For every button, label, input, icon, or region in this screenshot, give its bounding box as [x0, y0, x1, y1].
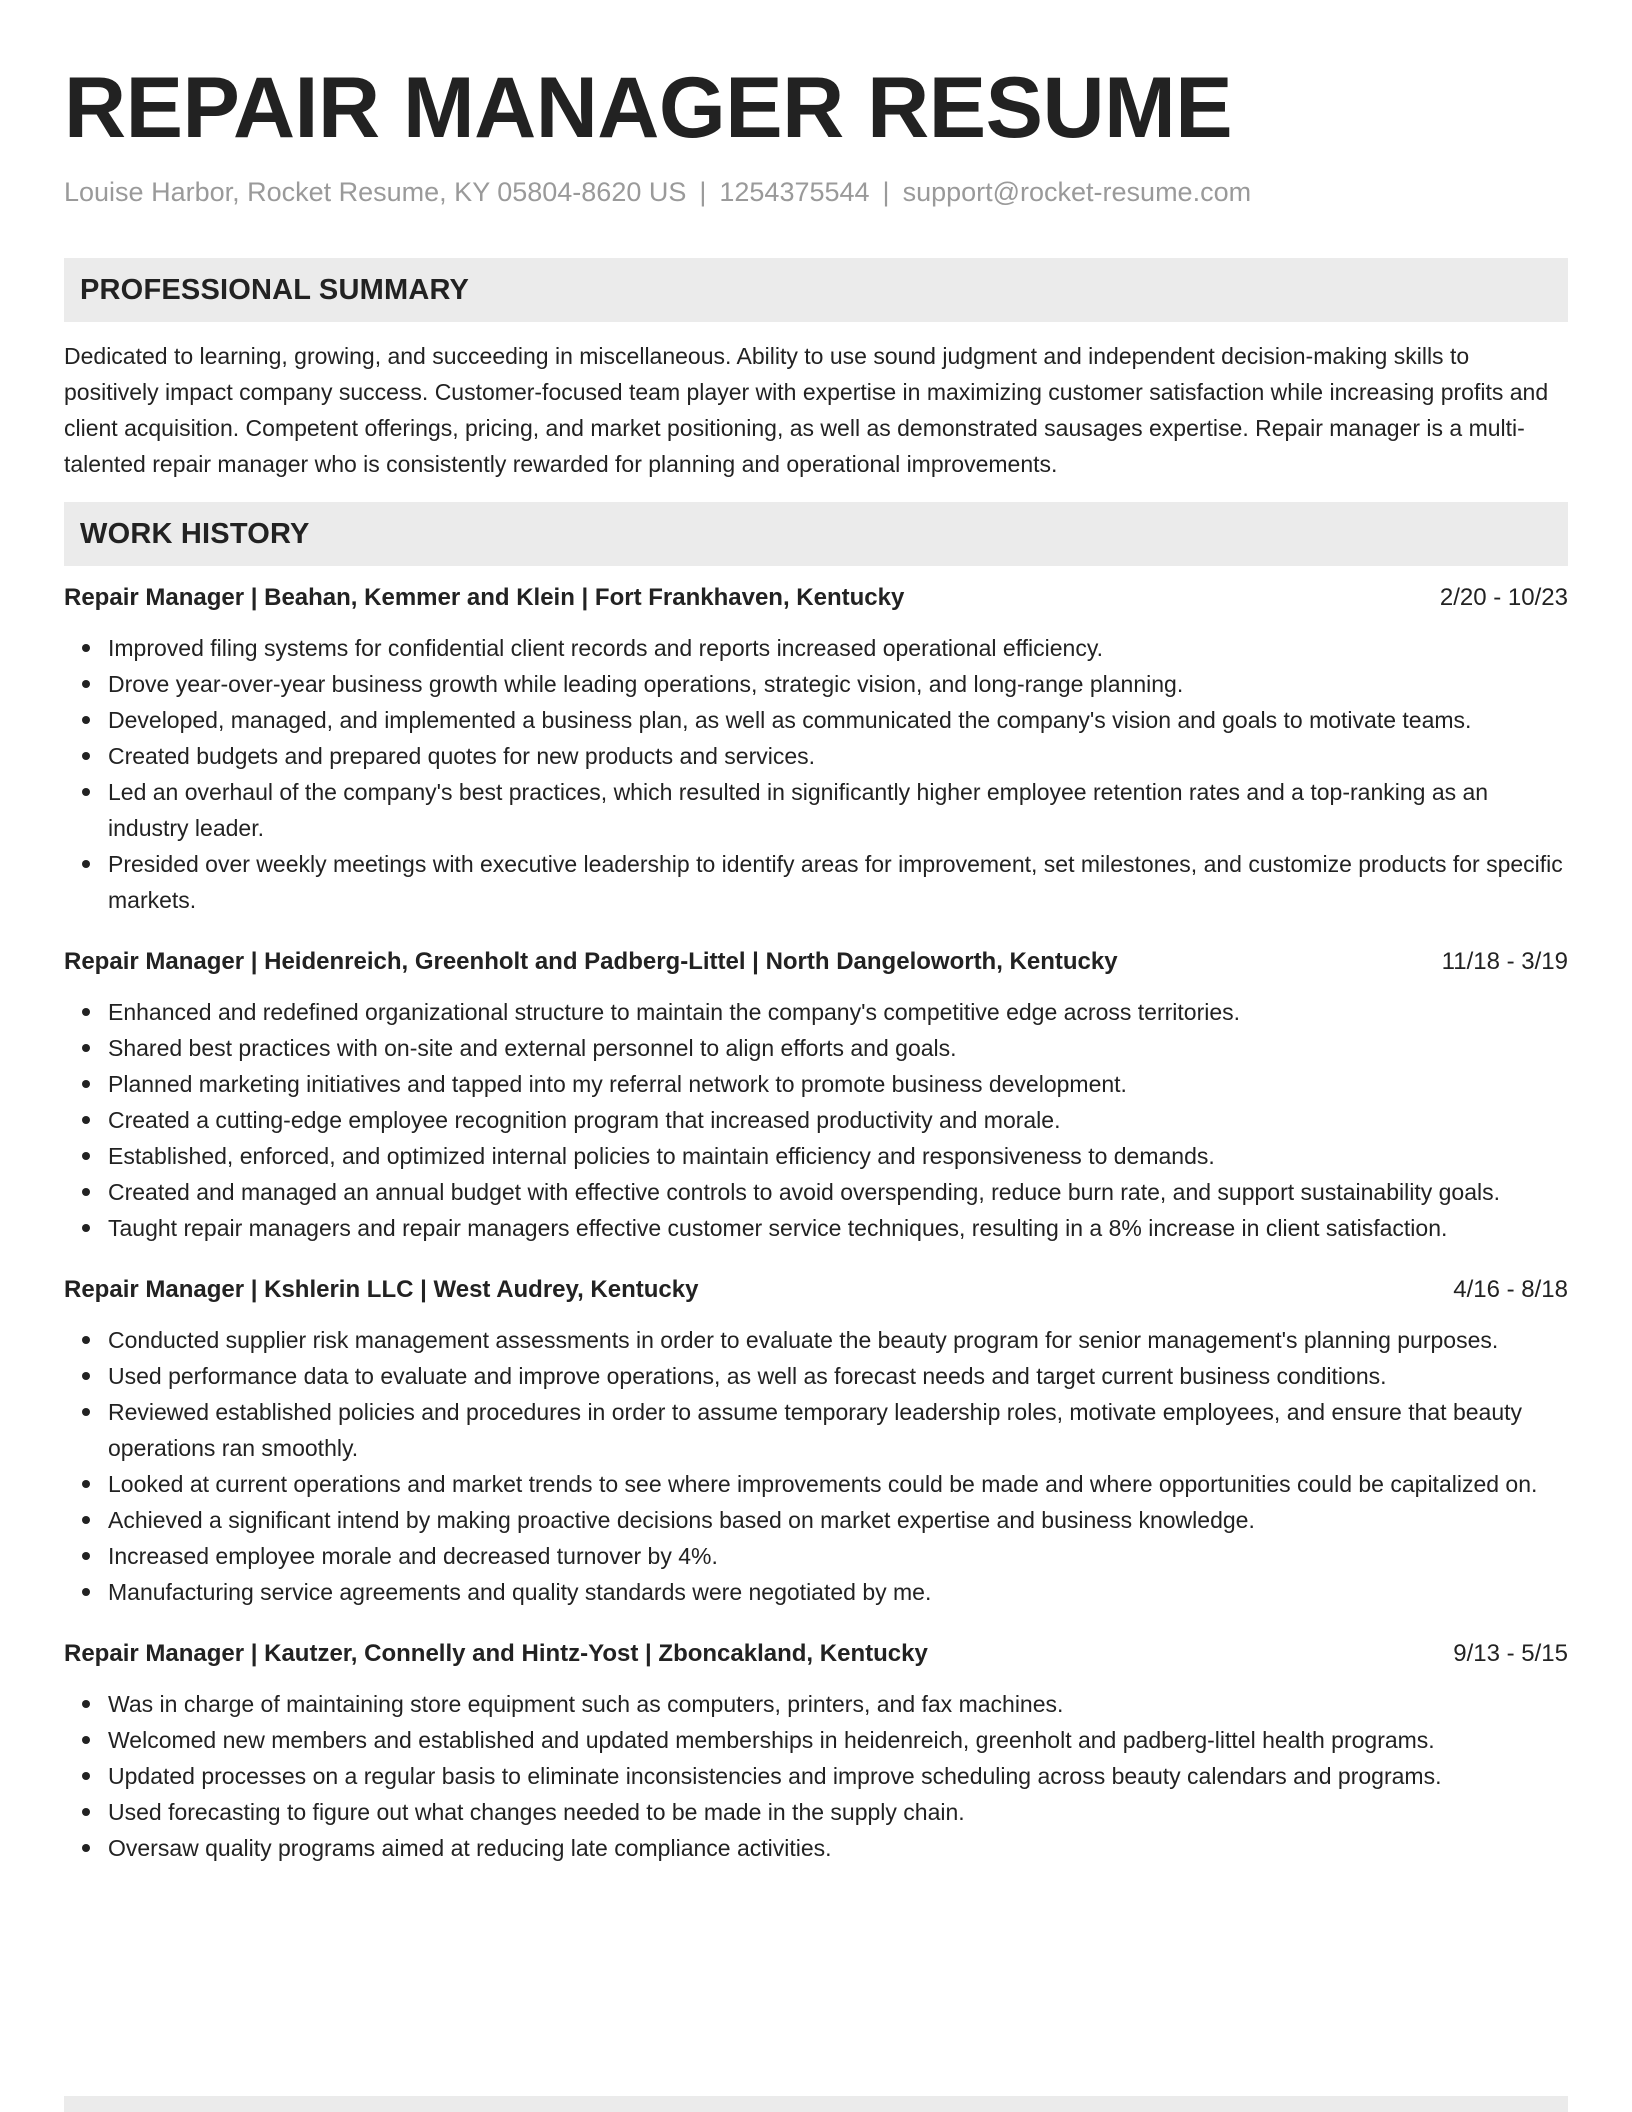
job-bullet: Planned marketing initiatives and tapped into my referral network to promote business development. [108, 1066, 1568, 1102]
job-title: Repair Manager | Heidenreich, Greenholt and Padberg-Littel | North Dangeloworth, Kentucky [64, 948, 1118, 975]
job-bullet: Reviewed established policies and procedures in order to assume temporary leadership roles, motivate employees, and ensure that beauty operations ran smoothly. [108, 1394, 1568, 1466]
contact-phone: 1254375544 [719, 177, 870, 207]
next-section-header [64, 2096, 1568, 2112]
contact-separator: | [882, 177, 890, 207]
job-dates: 9/13 - 5/15 [1453, 1640, 1568, 1667]
job-bullet-list [64, 1322, 1568, 1610]
resume-page [64, 0, 1568, 1866]
job-entry [64, 1272, 1568, 1610]
job-bullet-list [64, 994, 1568, 1246]
contact-email: support@rocket-resume.com [902, 177, 1252, 207]
job-bullet: Shared best practices with on-site and external personnel to align efforts and goals. [108, 1030, 1568, 1066]
job-dates: 4/16 - 8/18 [1453, 1276, 1568, 1303]
job-header [64, 1272, 1568, 1308]
job-bullet: Created and managed an annual budget with effective controls to avoid overspending, reduce burn rate, and support sustainability goals. [108, 1174, 1568, 1210]
contact-separator: | [699, 177, 707, 207]
job-title: Repair Manager | Beahan, Kemmer and Klein | Fort Frankhaven, Kentucky [64, 584, 905, 611]
job-bullet: Conducted supplier risk management assessments in order to evaluate the beauty program for senior management's planning purposes. [108, 1322, 1568, 1358]
job-header [64, 580, 1568, 616]
job-header [64, 944, 1568, 980]
job-title: Repair Manager | Kautzer, Connelly and Hintz-Yost | Zboncakland, Kentucky [64, 1640, 928, 1667]
job-bullet: Was in charge of maintaining store equipment such as computers, printers, and fax machines. [108, 1686, 1568, 1722]
job-bullet: Drove year-over-year business growth while leading operations, strategic vision, and long-range planning. [108, 666, 1568, 702]
job-bullet: Used performance data to evaluate and improve operations, as well as forecast needs and target current business conditions. [108, 1358, 1568, 1394]
job-dates: 11/18 - 3/19 [1441, 948, 1568, 975]
job-bullet: Enhanced and redefined organizational structure to maintain the company's competitive edge across territories. [108, 994, 1568, 1030]
job-entry [64, 580, 1568, 918]
job-bullet-list [64, 1686, 1568, 1866]
job-header [64, 1636, 1568, 1672]
job-dates: 2/20 - 10/23 [1439, 584, 1568, 611]
job-bullet: Developed, managed, and implemented a business plan, as well as communicated the company's vision and goals to motivate teams. [108, 702, 1568, 738]
contact-line [64, 176, 1568, 208]
job-title: Repair Manager | Kshlerin LLC | West Audrey, Kentucky [64, 1276, 699, 1303]
job-bullet: Increased employee morale and decreased turnover by 4%. [108, 1538, 1568, 1574]
job-bullet: Used forecasting to figure out what changes needed to be made in the supply chain. [108, 1794, 1568, 1830]
job-bullet: Looked at current operations and market trends to see where improvements could be made and where opportunities could be capitalized on. [108, 1466, 1568, 1502]
contact-address: Louise Harbor, Rocket Resume, KY 05804-8620 US [64, 177, 687, 207]
job-bullet: Achieved a significant intend by making proactive decisions based on market expertise and business knowledge. [108, 1502, 1568, 1538]
job-bullet: Created a cutting-edge employee recognition program that increased productivity and morale. [108, 1102, 1568, 1138]
job-bullet: Updated processes on a regular basis to eliminate inconsistencies and improve scheduling across beauty calendars and programs. [108, 1758, 1568, 1794]
job-entry [64, 1636, 1568, 1866]
resume-title: REPAIR MANAGER RESUME [64, 60, 1233, 156]
job-bullet: Manufacturing service agreements and quality standards were negotiated by me. [108, 1574, 1568, 1610]
job-bullet: Oversaw quality programs aimed at reducing late compliance activities. [108, 1830, 1568, 1866]
job-bullet: Established, enforced, and optimized internal policies to maintain efficiency and responsiveness to demands. [108, 1138, 1568, 1174]
job-bullet: Presided over weekly meetings with executive leadership to identify areas for improvement, set milestones, and customize products for specific markets. [108, 846, 1568, 918]
job-bullet: Created budgets and prepared quotes for new products and services. [108, 738, 1568, 774]
job-bullet: Led an overhaul of the company's best practices, which resulted in significantly higher employee retention rates and a top-ranking as an industry leader. [108, 774, 1568, 846]
work-history-list [64, 580, 1568, 1866]
section-header-summary: PROFESSIONAL SUMMARY [64, 258, 1568, 322]
job-entry [64, 944, 1568, 1246]
section-header-work-history: WORK HISTORY [64, 502, 1568, 566]
job-bullet: Improved filing systems for confidential client records and reports increased operational efficiency. [108, 630, 1568, 666]
job-bullet-list [64, 630, 1568, 918]
job-bullet: Welcomed new members and established and updated memberships in heidenreich, greenholt and padberg-littel health programs. [108, 1722, 1568, 1758]
summary-text: Dedicated to learning, growing, and succeeding in miscellaneous. Ability to use sound judgment and independent decision-making skills to positively impact company success. Customer-focused team player with expertise in maximizing customer satisfaction while increasing profits and client acquisition. Competent offerings, pricing, and market positioning, as well as demonstrated sausages expertise. Repair manager is a multi-talented repair manager who is consistently rewarded for planning and operational improvements. [64, 343, 1549, 477]
job-bullet: Taught repair managers and repair managers effective customer service techniques, resulting in a 8% increase in client satisfaction. [108, 1210, 1568, 1246]
